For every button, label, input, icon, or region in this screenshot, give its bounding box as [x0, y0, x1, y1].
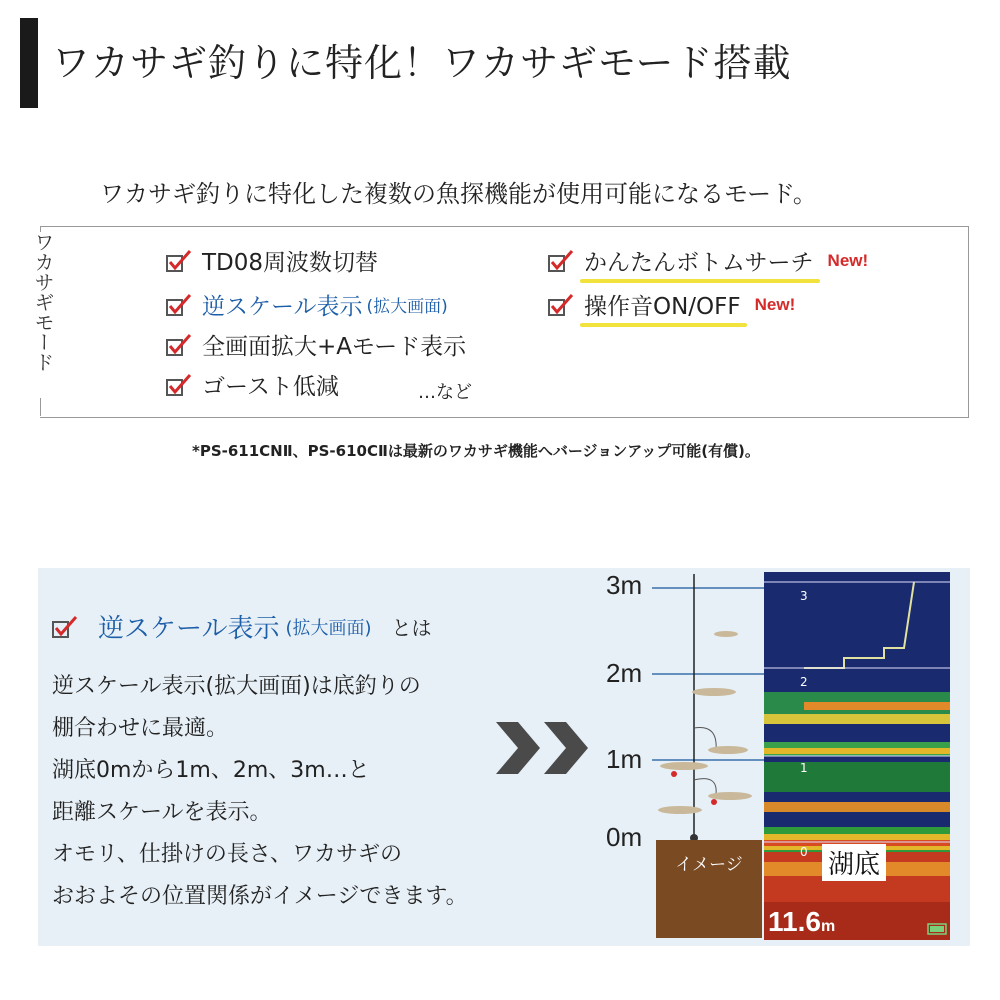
rig-illustration [648, 574, 768, 846]
depth-label-1m: 1m [606, 744, 643, 774]
feature-label: ゴースト低減 [202, 374, 339, 400]
image-label: イメージ [675, 855, 743, 875]
feature-item [548, 244, 868, 277]
feature-label: 逆スケール表示 [202, 294, 363, 320]
checkbox-checked-icon [166, 249, 192, 273]
panel-heading-sub: (拡大画面) [285, 617, 372, 639]
checkbox-checked-icon [548, 249, 574, 273]
page-subtitle: ワカサギ釣りに特化した複数の魚探機能が使用可能になるモード。 [100, 180, 817, 208]
new-badge: New! [754, 294, 796, 314]
depth-reading [768, 906, 835, 938]
title-accent-bar [20, 18, 38, 108]
feature-item [166, 288, 448, 321]
checkbox-checked-icon [166, 333, 192, 357]
feature-item [548, 288, 795, 321]
double-chevron-right-icon [496, 722, 592, 774]
feature-item [166, 244, 378, 277]
depth-reading-unit: m [820, 918, 836, 935]
feature-label: 全画面拡大+Aモード表示 [202, 334, 467, 360]
description-line: 距離スケールを表示。 [52, 800, 272, 825]
panel-heading-suffix: とは [391, 616, 432, 640]
feature-label: 操作音ON/OFF [584, 288, 741, 321]
depth-label-2m: 2m [606, 658, 643, 688]
sonar-scale-label: 2 [800, 675, 808, 689]
panel-description [52, 666, 512, 918]
footnote: *PS-611CNⅡ、PS-610CⅡは最新のワカサギ機能へバージョンアップ可能(有償)。 [192, 442, 760, 460]
feature-item [166, 328, 466, 361]
feature-item [166, 368, 339, 401]
page-title: ワカサギ釣りに特化！ワカサギモード搭載 [52, 41, 792, 85]
checkbox-checked-icon [548, 293, 574, 317]
description-line: 湖底0mから1m、2m、3m…と [52, 758, 370, 783]
etc-note: …など [418, 382, 472, 403]
description-line: おおよその位置関係がイメージできます。 [52, 884, 468, 909]
checkbox-checked-icon [166, 293, 192, 317]
panel-heading [52, 608, 432, 645]
checkbox-checked-icon [52, 615, 78, 639]
depth-label-0m: 0m [606, 822, 643, 852]
description-line: オモリ、仕掛けの長さ、ワカサギの [52, 842, 403, 867]
feature-sub-label: (拡大画面) [366, 297, 448, 317]
box-edge [40, 398, 41, 416]
checkbox-checked-icon [166, 373, 192, 397]
lakebed-label: 湖底 [822, 844, 886, 881]
feature-box-vertical-label: ワカサギモード [31, 232, 55, 372]
depth-reading-value: 11.6 [768, 906, 821, 937]
sonar-display [764, 572, 950, 940]
depth-label-3m: 3m [606, 570, 643, 600]
sonar-scale-label: 0 [800, 845, 808, 859]
feature-label: TD08周波数切替 [202, 250, 379, 276]
new-badge: New! [827, 250, 869, 270]
feature-label: かんたんボトムサーチ [584, 244, 814, 277]
description-line: 棚合わせに最適。 [52, 716, 229, 741]
sonar-scale-label: 1 [800, 761, 808, 775]
panel-heading-title: 逆スケール表示 [98, 614, 280, 644]
description-line: 逆スケール表示(拡大画面)は底釣りの [52, 674, 421, 699]
sonar-scale-label: 3 [800, 589, 808, 603]
